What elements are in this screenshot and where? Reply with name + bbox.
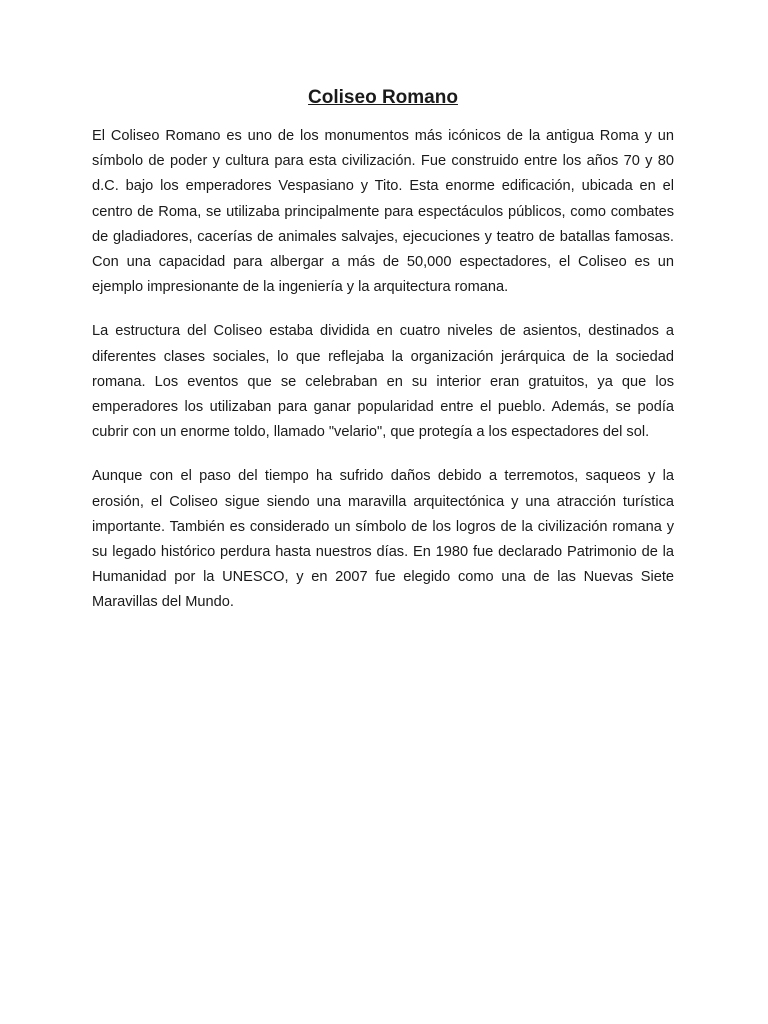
paragraph-1: El Coliseo Romano es uno de los monumentos más icónicos de la antigua Roma y un símbolo de poder y cultura para esta civilización. Fue construido entre los años 70 y 80 d.C. bajo los emperadores Vespasiano y Tito. Esta enorme edificación, ubicada en el centro de Roma, se utilizaba principalmente para espectáculos públicos, como combates de gladiadores, cacerías de animales salvajes, ejecuciones y teatro de batallas famosas. Con una capacidad para albergar a más de 50,000 espectadores, el Coliseo es un ejemplo impresionante de la ingeniería y la arquitectura romana. [92,128,674,296]
document-page [92,86,674,635]
paragraph-2: La estructura del Coliseo estaba dividida en cuatro niveles de asientos, destinados a diferentes clases sociales, lo que reflejaba la organización jerárquica de la sociedad romana. Los eventos que se celebraban en su interior eran gratuitos, ya que los emperadores los utilizaban para ganar popularidad entre el pueblo. Además, se podía cubrir con un enorme toldo, llamado "velario", que protegía a los espectadores del sol. [92,323,674,441]
document-title: Coliseo Romano [308,87,458,108]
paragraph-3: Aunque con el paso del tiempo ha sufrido daños debido a terremotos, saqueos y la erosión, el Coliseo sigue siendo una maravilla arquitectónica y una atracción turística importante. También es considerado un símbolo de los logros de la civilización romana y su legado histórico perdura hasta nuestros días. En 1980 fue declarado Patrimonio de la Humanidad por la UNESCO, y en 2007 fue elegido como una de las Nuevas Siete Maravillas del Mundo. [92,468,674,611]
